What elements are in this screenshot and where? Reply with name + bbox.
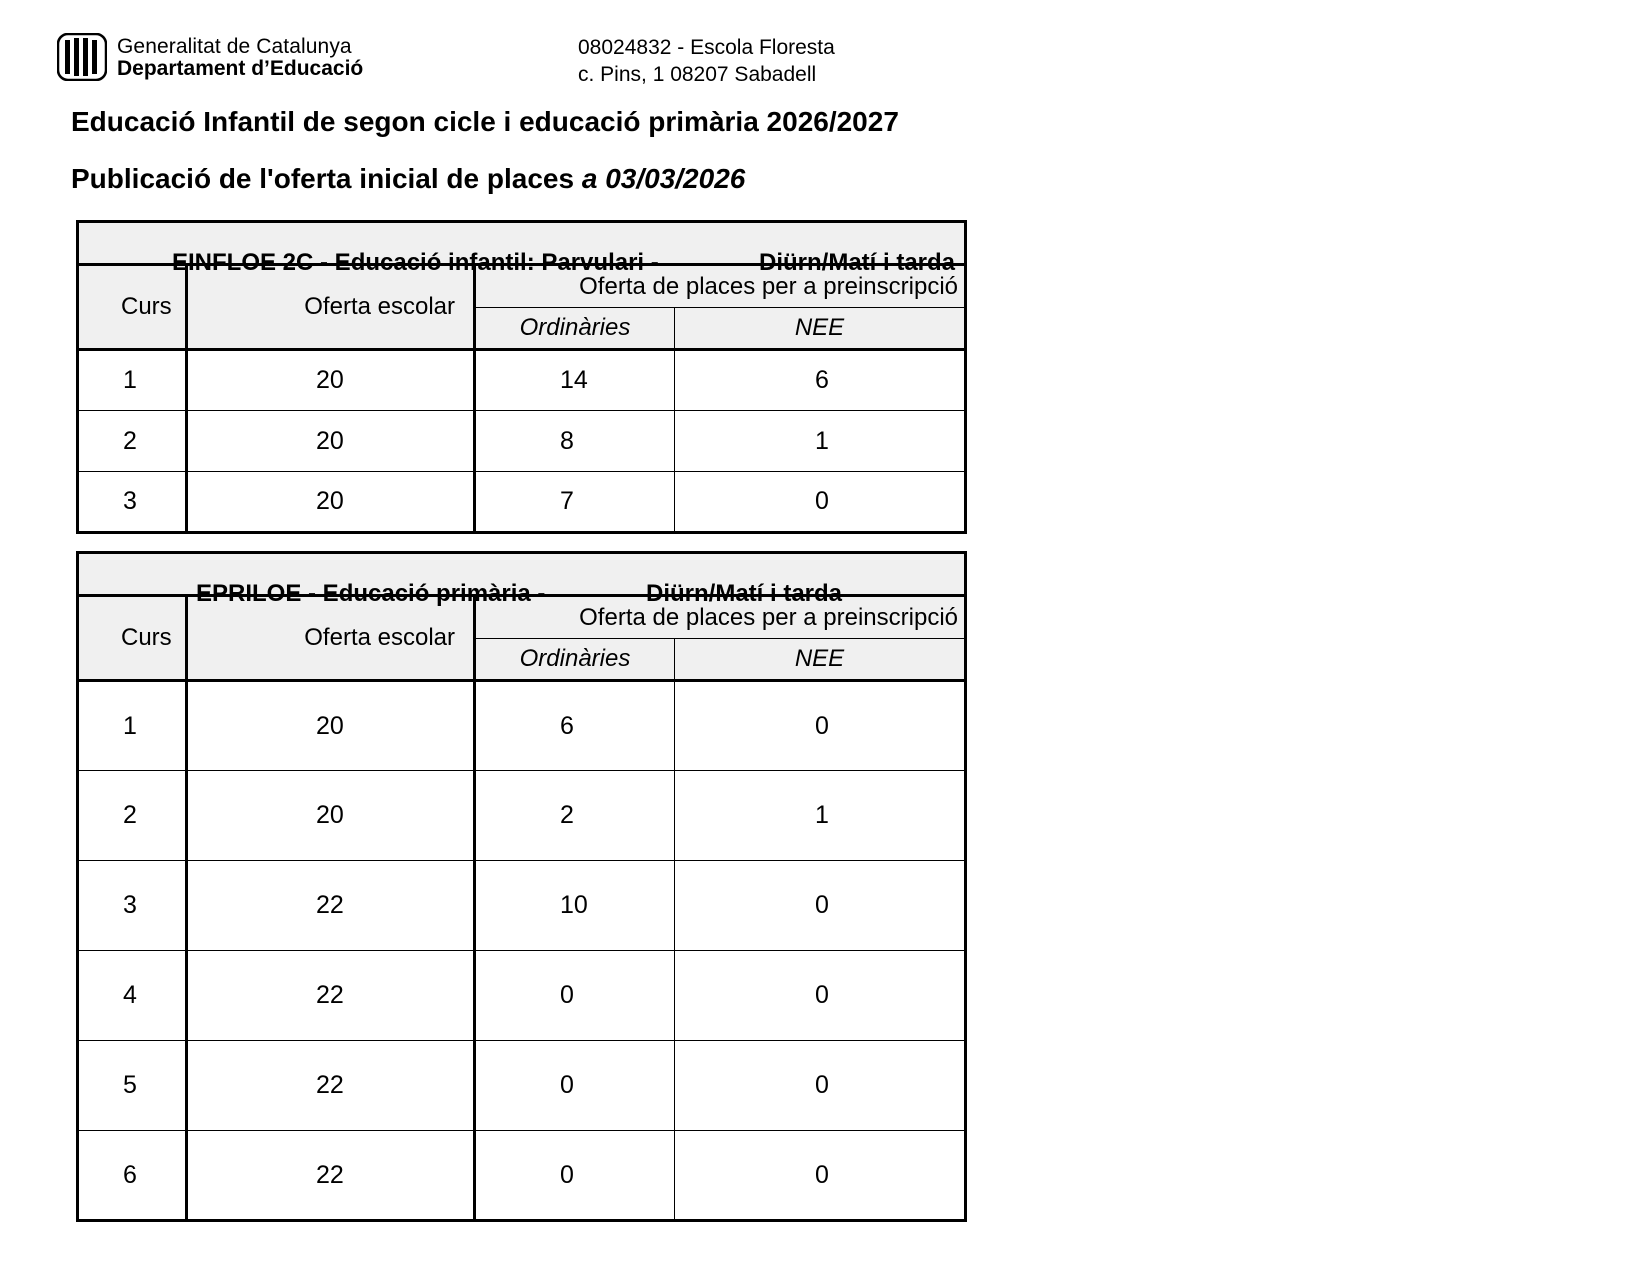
- table-row: [78, 861, 966, 951]
- cell-oferta: 22: [187, 861, 475, 951]
- cell-nee: 0: [675, 472, 966, 533]
- cell-ordinaries: 14: [475, 350, 675, 411]
- schedule: Diürn/Matí i tarda: [646, 580, 843, 607]
- publication-title: [71, 163, 745, 195]
- document-title: Educació Infantil de segon cicle i educació primària 2026/2027: [71, 106, 899, 137]
- org-line-1: Generalitat de Catalunya: [117, 35, 352, 58]
- school-address: c. Pins, 1 08207 Sabadell: [578, 63, 817, 86]
- cell-curs: 4: [78, 951, 187, 1041]
- cell-oferta: 22: [187, 1131, 475, 1221]
- cell-oferta: 20: [187, 350, 475, 411]
- cell-nee: 0: [675, 1131, 966, 1221]
- schedule: Diürn/Matí i tarda: [759, 249, 956, 276]
- header-preinscripcio: Oferta de places per a preinscripció: [475, 265, 966, 308]
- publication-date: a 03/03/2026: [581, 163, 746, 194]
- cell-ordinaries: 10: [475, 861, 675, 951]
- cell-ordinaries: 2: [475, 771, 675, 861]
- table-row: [78, 1131, 966, 1221]
- study-code-name: EINFLOE 2C - Educació infantil: Parvulari -: [172, 249, 659, 276]
- header-nee: NEE: [675, 639, 966, 681]
- header-preinscripcio: Oferta de places per a preinscripció: [475, 596, 966, 639]
- header-oferta-escolar: Oferta escolar: [187, 596, 475, 681]
- table-row: [78, 951, 966, 1041]
- cell-oferta: 22: [187, 1041, 475, 1131]
- table-row: [78, 771, 966, 861]
- publication-prefix: Publicació de l'oferta inicial de places: [71, 163, 582, 194]
- cell-nee: 0: [675, 951, 966, 1041]
- header-ordinaries: Ordinàries: [475, 639, 675, 681]
- header-curs: Curs: [78, 596, 187, 681]
- cell-nee: 1: [675, 411, 966, 472]
- cell-ordinaries: 0: [475, 1041, 675, 1131]
- offer-table-epriloe: [76, 551, 967, 1222]
- cell-ordinaries: 7: [475, 472, 675, 533]
- cell-ordinaries: 0: [475, 951, 675, 1041]
- table-band: [78, 553, 966, 607]
- cell-oferta: 20: [187, 771, 475, 861]
- table-row: [78, 681, 966, 771]
- table-row: [78, 1041, 966, 1131]
- table-band: [78, 222, 966, 276]
- school-info: [578, 34, 835, 88]
- table-row: [78, 472, 966, 533]
- study-code-name: EPRILOE - Educació primària -: [196, 580, 546, 607]
- cell-curs: 2: [78, 411, 187, 472]
- cell-nee: 6: [675, 350, 966, 411]
- school-code-name: 08024832 - Escola Floresta: [578, 36, 835, 59]
- cell-oferta: 20: [187, 681, 475, 771]
- header-ordinaries: Ordinàries: [475, 308, 675, 350]
- cell-curs: 2: [78, 771, 187, 861]
- table-row: [78, 411, 966, 472]
- header-nee: NEE: [675, 308, 966, 350]
- cell-oferta: 20: [187, 472, 475, 533]
- cell-curs: 1: [78, 350, 187, 411]
- header-curs: Curs: [78, 265, 187, 350]
- generalitat-emblem-icon: [57, 33, 107, 81]
- cell-curs: 3: [78, 861, 187, 951]
- org-line-2: Departament d’Educació: [117, 57, 364, 80]
- cell-curs: 3: [78, 472, 187, 533]
- cell-nee: 0: [675, 681, 966, 771]
- generalitat-logo: [57, 33, 437, 81]
- cell-nee: 0: [675, 1041, 966, 1131]
- cell-ordinaries: 6: [475, 681, 675, 771]
- cell-nee: 0: [675, 861, 966, 951]
- offer-table-einfloe: [76, 220, 967, 534]
- cell-curs: 5: [78, 1041, 187, 1131]
- org-name: [117, 36, 363, 80]
- table-row: [78, 350, 966, 411]
- header-oferta-escolar: Oferta escolar: [187, 265, 475, 350]
- cell-curs: 6: [78, 1131, 187, 1221]
- cell-ordinaries: 0: [475, 1131, 675, 1221]
- cell-oferta: 20: [187, 411, 475, 472]
- cell-oferta: 22: [187, 951, 475, 1041]
- cell-nee: 1: [675, 771, 966, 861]
- cell-ordinaries: 8: [475, 411, 675, 472]
- cell-curs: 1: [78, 681, 187, 771]
